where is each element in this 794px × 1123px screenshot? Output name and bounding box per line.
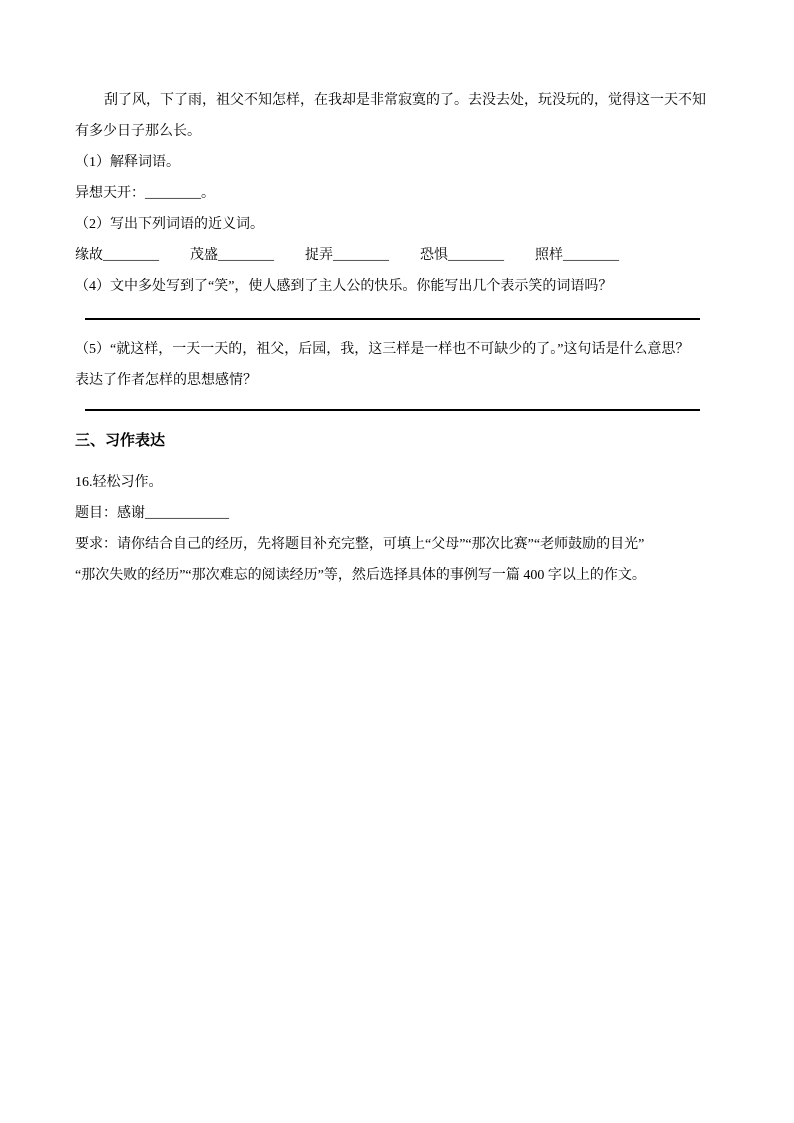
synonym-blank: ________ xyxy=(448,248,504,263)
synonym-blank: ________ xyxy=(333,248,389,263)
passage-text-1: 刮了风，下了雨，祖父不知怎样，在我却是非常寂寞的了。去没去处，玩没玩的，觉得这一天不知 xyxy=(104,93,706,108)
question-1-blank: ________ xyxy=(145,186,201,201)
synonym-word: 茂盛 xyxy=(190,248,218,263)
passage-text-2: 有多少日子那么长。 xyxy=(75,124,201,139)
synonym-word: 恐惧 xyxy=(420,248,448,263)
synonym-blank: ________ xyxy=(218,248,274,263)
question-1-term: 异想天开： xyxy=(75,186,145,201)
question-16-requirement-line-1: 要求：请你结合自己的经历，先将题目补充完整，可填上“父母”“那次比赛”“老师鼓励的目光” xyxy=(75,537,645,552)
synonym-item xyxy=(305,240,389,271)
synonym-item xyxy=(75,240,159,271)
synonym-word: 照样 xyxy=(535,248,563,263)
answer-line xyxy=(85,409,700,411)
synonym-item xyxy=(190,240,274,271)
question-5-line-2: 表达了作者怎样的思想感情？ xyxy=(75,373,257,388)
question-16-label: 16.轻松习作。 xyxy=(75,475,163,490)
synonym-item xyxy=(420,240,504,271)
question-16-title-label: 题目：感谢 xyxy=(75,506,145,521)
synonym-item xyxy=(535,240,619,271)
passage-line-1 xyxy=(75,85,719,116)
question-2-synonyms-row xyxy=(75,240,719,271)
synonym-word: 缘故 xyxy=(75,248,103,263)
section-heading-writing: 三、习作表达 xyxy=(75,433,166,449)
passage-line-2 xyxy=(75,116,719,147)
answer-line xyxy=(85,318,700,320)
question-1-label: （1）解释词语。 xyxy=(75,155,180,170)
question-1-answer-row xyxy=(75,178,719,209)
question-1-period: 。 xyxy=(201,186,215,201)
synonym-word: 捉弄 xyxy=(305,248,333,263)
synonym-blank: ________ xyxy=(563,248,619,263)
question-2-label: （2）写出下列词语的近义词。 xyxy=(75,217,264,232)
question-5-block xyxy=(75,334,719,396)
question-4-label: （4）文中多处写到了“笑”，使人感到了主人公的快乐。你能写出几个表示笑的词语吗？ xyxy=(75,279,613,294)
synonym-blank: ________ xyxy=(103,248,159,263)
question-5-line-1: （5）“就这样，一天一天的，祖父，后园，我，这三样是一样也不可缺少的了。”这句话是什么意思？ xyxy=(75,342,690,357)
question-16-title-blank: ____________ xyxy=(145,506,229,521)
question-16-requirement-line-2: “那次失败的经历”“那次难忘的阅读经历”等，然后选择具体的事例写一篇 400 字以上的作文。 xyxy=(75,568,646,583)
question-16-title-row xyxy=(75,498,719,529)
